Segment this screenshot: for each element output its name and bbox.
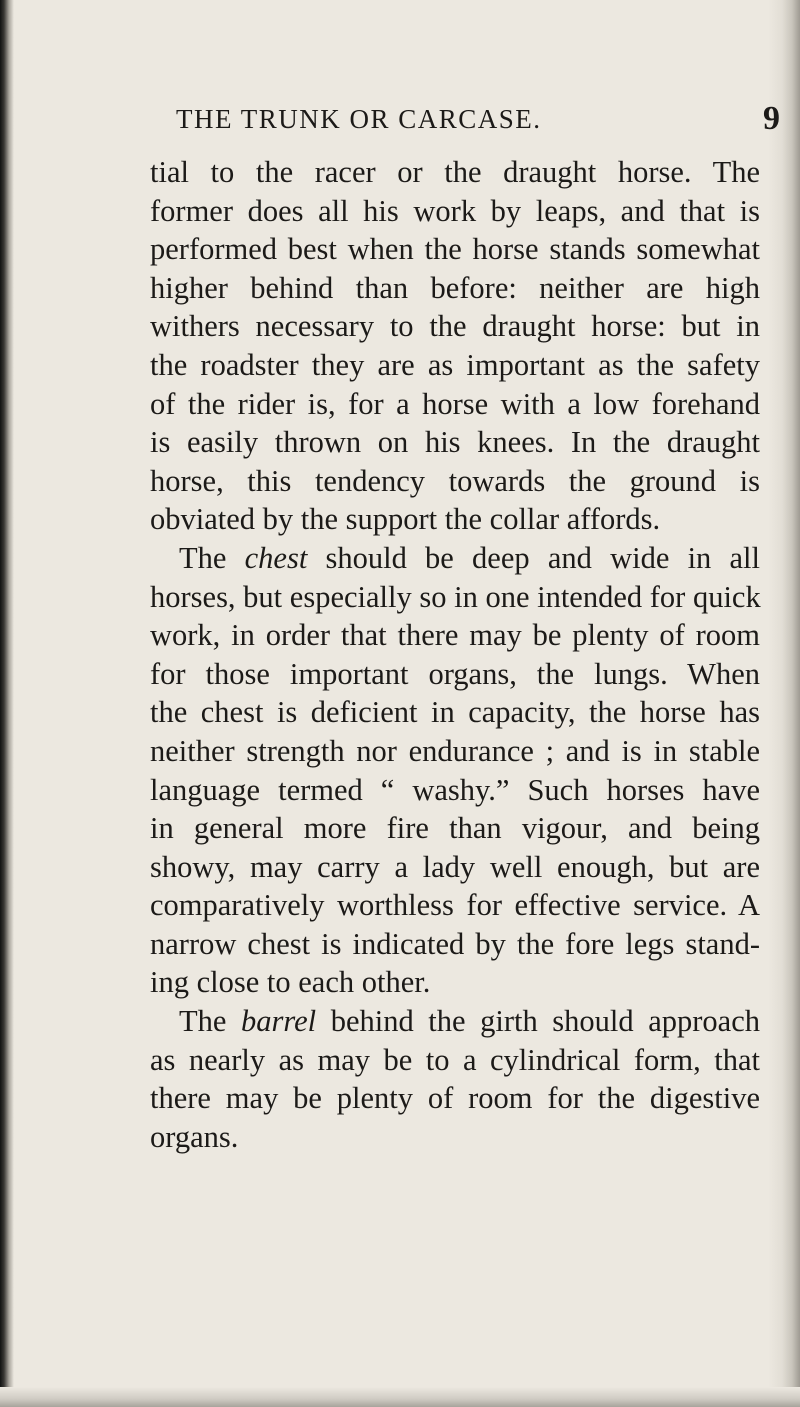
page-edge-bottom <box>0 1387 800 1407</box>
text-line: the roadster they are as important as the safety <box>150 347 760 382</box>
page-edge-right <box>768 0 800 1407</box>
binding-shadow <box>0 0 14 1407</box>
text-run: should be deep and wide in all <box>307 540 760 575</box>
page-header <box>140 100 780 144</box>
text-line: obviated by the support the collar affords. <box>150 502 661 537</box>
italic-term: barrel <box>241 1004 317 1039</box>
text-line: in general more fire than vigour, and being <box>150 811 760 846</box>
paragraph-start-line <box>150 1002 760 1041</box>
text-line: horses, but especially so in one intended for quick <box>150 579 761 614</box>
page-number: 9 <box>763 100 780 137</box>
body-text <box>150 153 760 1156</box>
text-line: work, in order that there may be plenty of room <box>150 618 760 653</box>
text-line: withers necessary to the draught horse: but in <box>150 309 760 344</box>
running-title: THE TRUNK OR CARCASE. <box>176 104 542 134</box>
text-line: is easily thrown on his knees. In the draught <box>150 425 760 460</box>
text-line: as nearly as may be to a cylindrical form, that <box>150 1042 760 1077</box>
text-line: organs. <box>150 1119 239 1154</box>
text-line: language termed “ washy.” Such horses have <box>150 772 760 807</box>
text-line: horse, this tendency towards the ground is <box>150 463 760 498</box>
italic-term: chest <box>244 540 308 575</box>
paragraph-start-line <box>150 539 760 578</box>
text-line: for those important organs, the lungs. When <box>150 656 760 691</box>
text-line: higher behind than before: neither are high <box>150 270 760 305</box>
text-line: there may be plenty of room for the digestive <box>150 1081 760 1116</box>
text-line: the chest is deficient in capacity, the horse has <box>150 695 760 730</box>
text-line: comparatively worthless for effective service. A <box>150 888 760 923</box>
text-run: behind the girth should approach <box>316 1004 760 1039</box>
text-line: performed best when the horse stands somewhat <box>150 232 760 267</box>
text-run: The <box>179 1004 241 1039</box>
text-line: neither strength nor endurance ; and is in stable <box>150 733 760 768</box>
text-line: ing close to each other. <box>150 965 431 1000</box>
text-line: showy, may carry a lady well enough, but are <box>150 849 760 884</box>
text-line: of the rider is, for a horse with a low forehand <box>150 386 760 421</box>
text-line: tial to the racer or the draught horse. The <box>150 155 760 189</box>
text-run: The <box>179 540 245 575</box>
text-line: narrow chest is indicated by the fore legs stand- <box>150 926 760 961</box>
text-line: former does all his work by leaps, and that is <box>150 193 760 228</box>
